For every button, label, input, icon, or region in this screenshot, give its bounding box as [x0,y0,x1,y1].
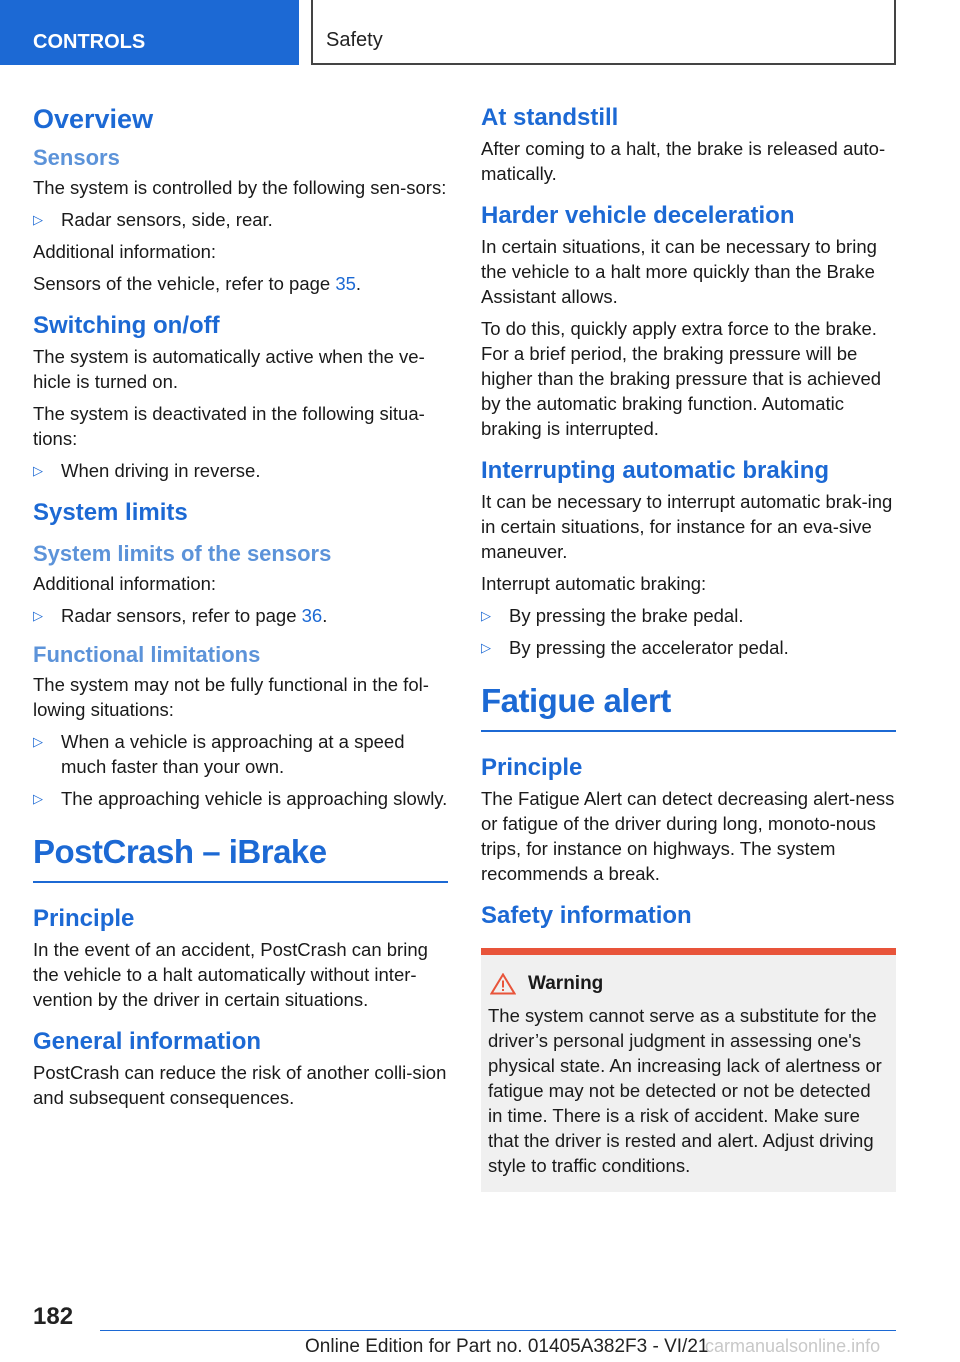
bullet-list [481,603,896,660]
triangle-bullet-icon: ▷ [33,791,43,806]
footer-divider [100,1330,896,1331]
left-column [33,98,448,1117]
warning-text: The system cannot serve as a substitute for the driver’s personal judgment in assessing one's physical state. An increasing lack of alertness or fatigue may not be detected or not be detected in time. There is a risk of accident. Make sure that the driver is rested and alert. Adjust driving style to traffic conditions. [488,1005,882,1176]
list-item: ▷ Radar sensors, refer to page 36. [33,605,328,626]
paragraph: PostCrash can reduce the risk of another colli-sion and subsequent consequences. [33,1062,447,1108]
paragraph: Additional information: [33,573,217,594]
paragraph: Sensors of the vehicle, refer to page 35. [33,273,362,294]
triangle-bullet-icon: ▷ [33,608,43,623]
paragraph: The Fatigue Alert can detect decreasing alert-ness or fatigue of the driver during long, monoto-nous trips, for instance on highways. The system recommends a break. [481,788,895,884]
heading-standstill: At standstill [481,104,619,131]
list-item: ▷ Radar sensors, side, rear. [33,209,273,230]
paragraph: Interrupt automatic braking: [481,573,707,594]
paragraph: The system is deactivated in the following situa-tions: [33,403,425,449]
warning-header [488,973,889,995]
paragraph: It can be necessary to interrupt automatic brak-ing in certain situations, for instance for an eva-sive maneuver. [481,491,893,562]
triangle-bullet-icon: ▷ [33,212,43,227]
heading-interrupting: Interrupting automatic braking [481,457,830,484]
list-item: ▷ By pressing the brake pedal. [481,605,744,626]
paragraph: After coming to a halt, the brake is released auto-matically. [481,138,886,184]
heading-safety: Safety information [481,902,692,929]
heading-limits-sensors: System limits of the sensors [33,541,332,566]
page-link-36[interactable]: 36 [301,605,323,626]
paragraph: Additional information: [33,241,217,262]
right-column [481,98,896,1192]
section-tab: CONTROLS [0,0,299,65]
paragraph: The system is controlled by the following sen-sors: [33,177,447,198]
heading-switching: Switching on/off [33,312,220,339]
heading-sensors: Sensors [33,145,120,170]
warning-box [481,948,896,1192]
heading-principle: Principle [33,905,135,932]
watermark: carmanualsonline.info [705,1336,881,1356]
footer-edition: Online Edition for Part no. 01405A382F3 - VI/21 [305,1336,709,1357]
triangle-bullet-icon: ▷ [33,734,43,749]
bullet-list [33,729,448,811]
heading-overview: Overview [33,104,154,134]
heading-postcrash: PostCrash – iBrake [33,833,448,883]
bullet-list [33,603,448,628]
heading-principle: Principle [481,754,583,781]
triangle-bullet-icon: ▷ [33,463,43,478]
chapter-title: Safety [326,29,383,51]
bullet-list [33,207,448,232]
paragraph: To do this, quickly apply extra force to the brake. For a brief period, the braking pressure will be higher than the braking pressure that is achieved by the automatic braking function. Automatic braking is interrupted. [481,318,882,439]
triangle-bullet-icon: ▷ [481,640,491,655]
page-number: 182 [33,1303,74,1330]
list-item: ▷ By pressing the accelerator pedal. [481,637,789,658]
warning-title: Warning [528,973,604,994]
paragraph: In certain situations, it can be necessary to bring the vehicle to a halt more quickly than the Brake Assistant allows. [481,236,877,307]
triangle-bullet-icon: ▷ [481,608,491,623]
heading-harder: Harder vehicle deceleration [481,202,795,229]
page-link-35[interactable]: 35 [335,273,356,294]
warning-triangle-icon [490,973,516,995]
header-title-box [311,0,896,65]
paragraph: The system is automatically active when the ve-hicle is turned on. [33,346,425,392]
heading-fatigue: Fatigue alert [481,682,896,732]
bullet-list [33,458,448,483]
paragraph: The system may not be fully functional in the fol-lowing situations: [33,674,429,720]
heading-system-limits: System limits [33,499,188,526]
list-item: ▷ When driving in reverse. [33,460,261,481]
list-item: ▷ The approaching vehicle is approaching slowly. [33,788,448,809]
list-item: ▷ When a vehicle is approaching at a speed much faster than your own. [33,731,405,777]
heading-general: General information [33,1028,262,1055]
heading-functional: Functional limitations [33,642,261,667]
paragraph: In the event of an accident, PostCrash can bring the vehicle to a halt automatically without inter-vention by the driver in certain situations. [33,939,428,1010]
